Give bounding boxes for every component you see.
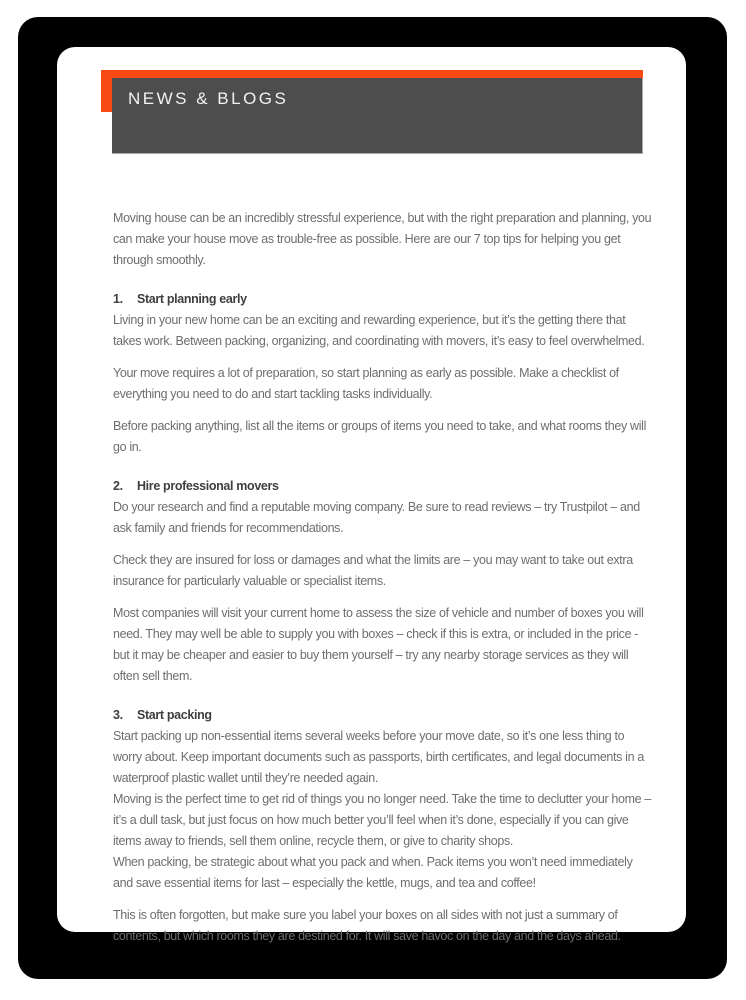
paragraph: This is often forgotten, but make sure you label your boxes on all sides with not just a summary of contents, but which rooms they are destined for. It will save havoc on the day and the days ahead.: [113, 908, 621, 943]
section-number: 3.: [113, 708, 123, 722]
section-number: 2.: [113, 479, 123, 493]
section-heading: [113, 289, 653, 310]
section-heading: [113, 476, 653, 497]
banner: [112, 78, 643, 154]
intro-paragraph: Moving house can be an incredibly stressful experience, but with the right preparation and planning, you can make your house move as trouble-free as possible. Here are our 7 top tips for helping you get through smoothly.: [113, 211, 652, 267]
paragraph: Living in your new home can be an exciting and rewarding experience, but it’s the getting there that takes work. Between packing, organizing, and coordinating with movers, it’s easy to feel overwhelmed.: [113, 313, 645, 348]
section-heading: [113, 705, 653, 726]
section-title: Start planning early: [137, 292, 247, 306]
paragraph: Check they are insured for loss or damages and what the limits are – you may want to take out extra insurance for particularly valuable or specialist items.: [113, 553, 633, 588]
paragraph: Do your research and find a reputable moving company. Be sure to read reviews – try Trustpilot – and ask family and friends for recommendations.: [113, 500, 640, 535]
banner-title: NEWS & BLOGS: [128, 89, 289, 108]
paragraph: Moving is the perfect time to get rid of things you no longer need. Take the time to declutter your home – it’s a dull task, but just focus on how much better you’ll feel when it’s done, especially if you can give items away to friends, sell them online, recycle them, or give to charity shops.: [113, 792, 651, 848]
paragraph: Your move requires a lot of preparation, so start planning as early as possible. Make a checklist of everything you need to do and start tackling tasks individually.: [113, 366, 619, 401]
article: [113, 208, 653, 947]
document-sheet: [57, 47, 686, 943]
paragraph: When packing, be strategic about what you pack and when. Pack items you won’t need immediately and save essential items for last – especially the kettle, mugs, and tea and coffee!: [113, 855, 633, 890]
paragraph: Before packing anything, list all the items or groups of items you need to take, and what rooms they will go in.: [113, 419, 646, 454]
paragraph: Most companies will visit your current home to assess the size of vehicle and number of boxes you will need. They may well be able to supply you with boxes – check if this is extra, or included in the price - but it may be cheaper and easier to buy them yourself – try any nearby storage services as they will often sell them.: [113, 606, 644, 683]
section-title: Hire professional movers: [137, 479, 279, 493]
paragraph: Start packing up non-essential items several weeks before your move date, so it’s one less thing to worry about. Keep important documents such as passports, birth certificates, and legal documents in a waterproof plastic wallet until they’re needed again.: [113, 729, 644, 785]
section-title: Start packing: [137, 708, 212, 722]
section-number: 1.: [113, 292, 123, 306]
